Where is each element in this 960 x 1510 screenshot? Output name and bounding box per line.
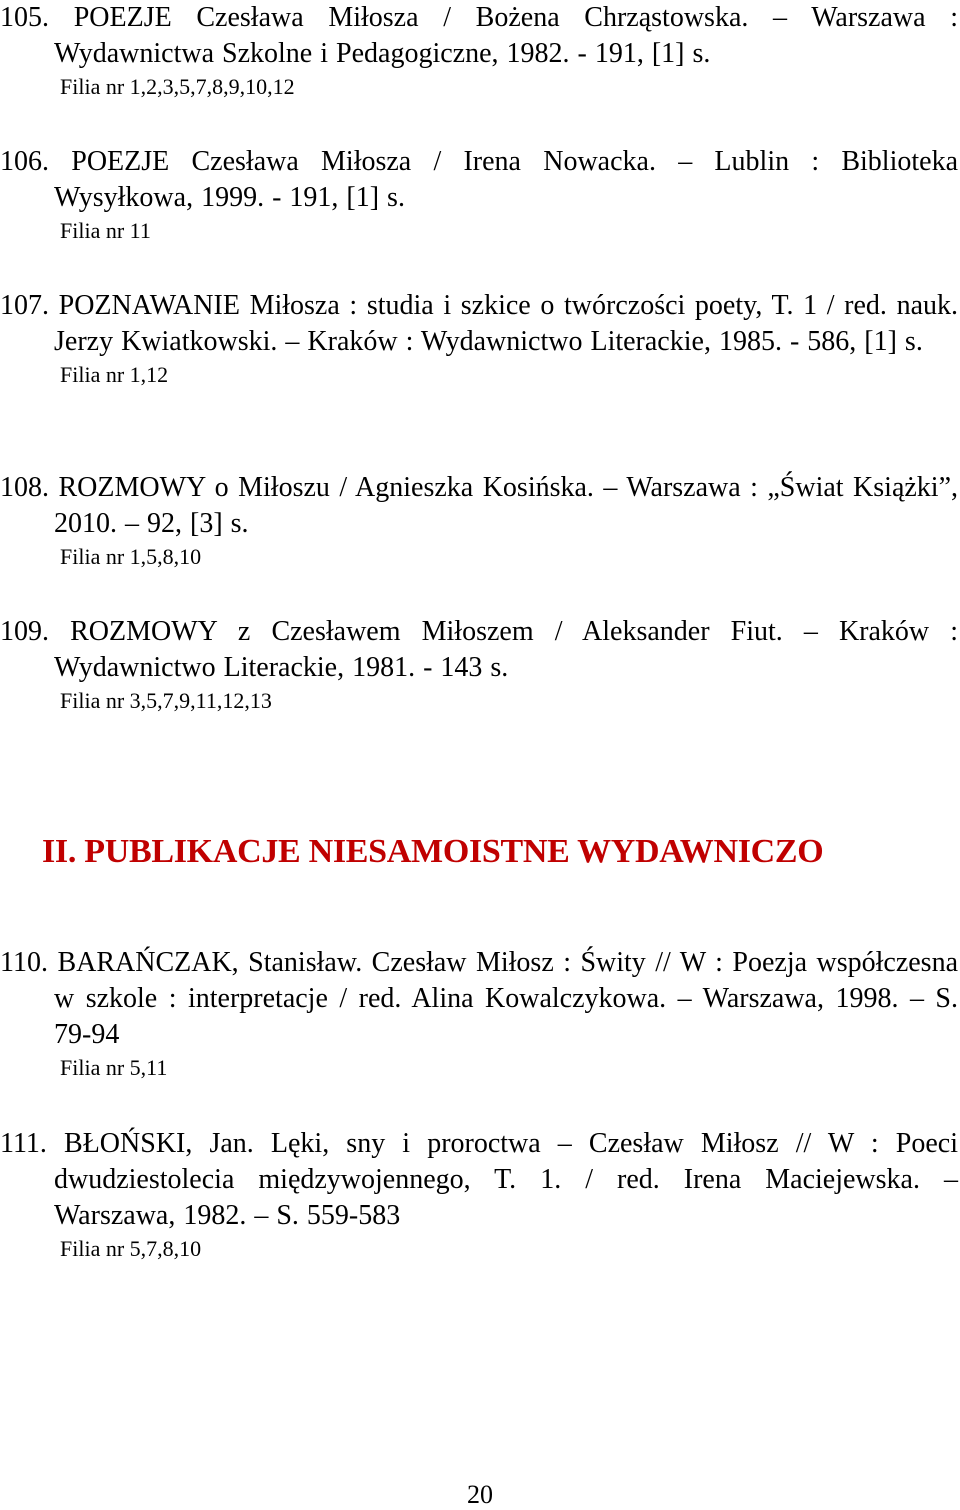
bibliography-entry-105 [0,0,960,100]
entry-number: 107. [0,290,49,321]
branch-locations: Filia nr 1,5,8,10 [60,544,202,569]
entry-description: ROZMOWY o Miłoszu / Agnieszka Kosińska. – Warszawa : „Świat Książki”, 2010. – 92, [3] s. [54,472,959,539]
branch-locations: Filia nr 1,12 [60,362,169,387]
bibliography-entry-106 [0,144,960,244]
page-number: 20 [467,1480,493,1509]
entry-number: 106. [0,146,49,177]
branch-locations: Filia nr 5,7,8,10 [60,1236,202,1261]
entry-description: ROZMOWY z Czesławem Miłoszem / Aleksander Fiut. – Kraków : Wydawnictwo Literackie, 1981. - 143 s. [54,616,959,683]
branch-locations: Filia nr 3,5,7,9,11,12,13 [60,688,272,713]
section-heading: II. PUBLIKACJE NIESAMOISTNE WYDAWNICZO [42,833,824,870]
entry-number: 105. [0,2,49,33]
entry-number: 110. [0,947,48,978]
entry-number: 109. [0,616,49,647]
branch-locations: Filia nr 5,11 [60,1055,168,1080]
entry-description: POEZJE Czesława Miłosza / Bożena Chrząstowska. – Warszawa : Wydawnictwa Szkolne i Pedagogiczne, 1982. - 191, [1] s. [54,2,959,69]
bibliography-entry-110 [0,945,960,1081]
entry-description: BŁOŃSKI, Jan. Lęki, sny i proroctwa – Czesław Miłosz // W : Poeci dwudziestolecia międzywojennego, T. 1. / red. Irena Maciejewska. – Warszawa, 1982. – S. 559-583 [54,1128,959,1231]
branch-locations: Filia nr 11 [60,218,151,243]
bibliography-entry-108 [0,470,960,570]
entry-number: 108. [0,472,49,503]
branch-locations: Filia nr 1,2,3,5,7,8,9,10,12 [60,74,295,99]
bibliography-entry-109 [0,614,960,714]
entry-description: POZNAWANIE Miłosza : studia i szkice o twórczości poety, T. 1 / red. nauk. Jerzy Kwiatkowski. – Kraków : Wydawnictwo Literackie, 1985. - 586, [1] s. [54,290,959,357]
bibliography-entry-111 [0,1126,960,1262]
bibliography-entry-107 [0,288,960,388]
entry-number: 111. [0,1128,47,1159]
entry-description: POEZJE Czesława Miłosza / Irena Nowacka. – Lublin : Biblioteka Wysyłkowa, 1999. - 191, [1] s. [54,146,959,213]
entry-description: BARAŃCZAK, Stanisław. Czesław Miłosz : Świty // W : Poezja współczesna w szkole : interpretacje / red. Alina Kowalczykowa. – Warszawa, 1998. – S. 79-94 [54,947,958,1050]
